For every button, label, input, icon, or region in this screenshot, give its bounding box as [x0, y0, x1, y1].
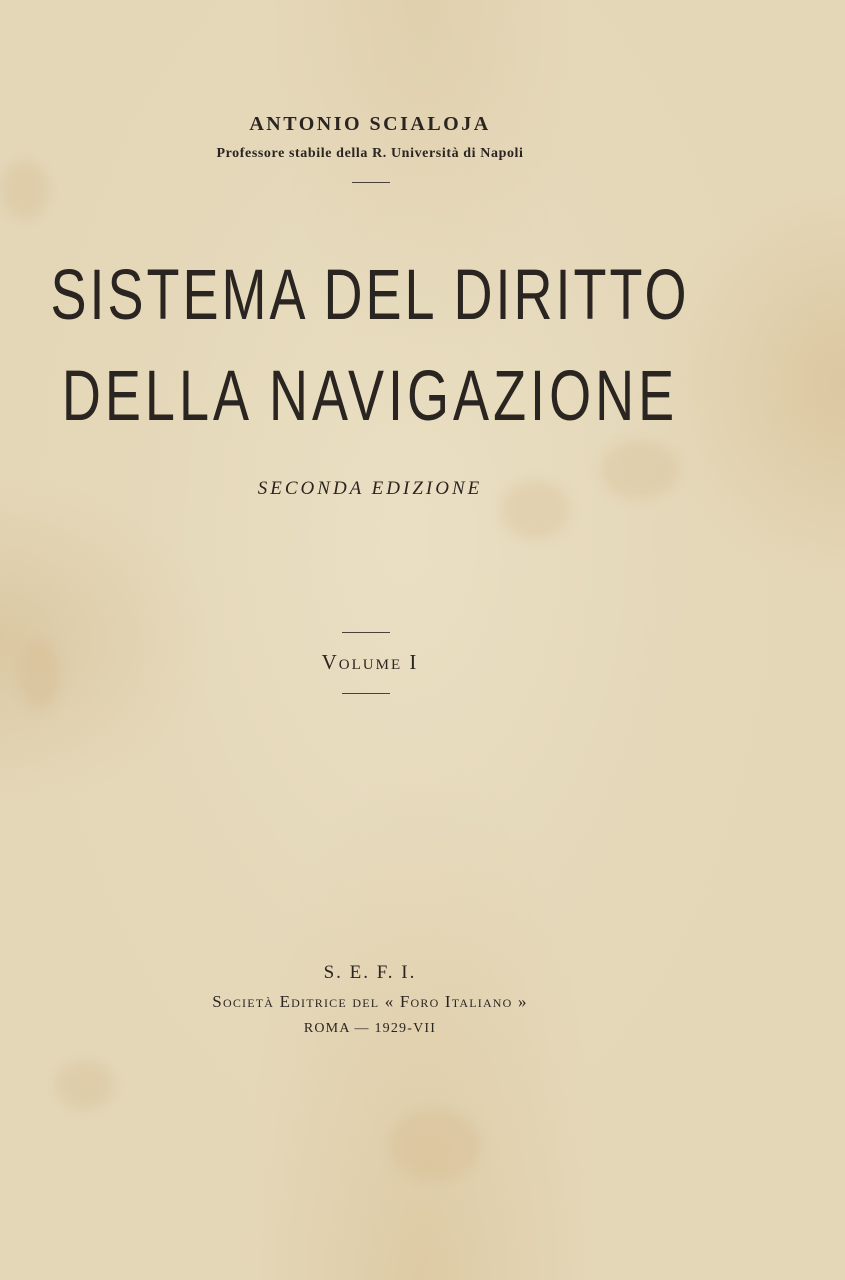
place-and-date: ROMA — 1929-VII	[303, 1021, 437, 1036]
volume-label: Volume I	[321, 650, 419, 674]
paper-stain	[55, 1060, 115, 1110]
divider-rule	[352, 182, 390, 183]
divider-rule	[342, 693, 390, 694]
author-name: ANTONIO SCIALOJA	[249, 113, 491, 135]
publisher-name: Società Editrice del « Foro Italiano »	[212, 992, 528, 1011]
divider-rule	[342, 632, 390, 633]
paper-stain	[0, 160, 50, 220]
book-title-line-1: SISTEMA DEL DIRITTO	[50, 255, 690, 336]
book-title-line-2: DELLA NAVIGAZIONE	[61, 356, 679, 437]
publisher-abbreviation: S. E. F. I.	[323, 962, 417, 983]
author-affiliation: Professore stabile della R. Università di Napoli	[216, 146, 524, 161]
paper-stain	[390, 1110, 480, 1180]
edition-label: SECONDA EDIZIONE	[257, 478, 483, 499]
